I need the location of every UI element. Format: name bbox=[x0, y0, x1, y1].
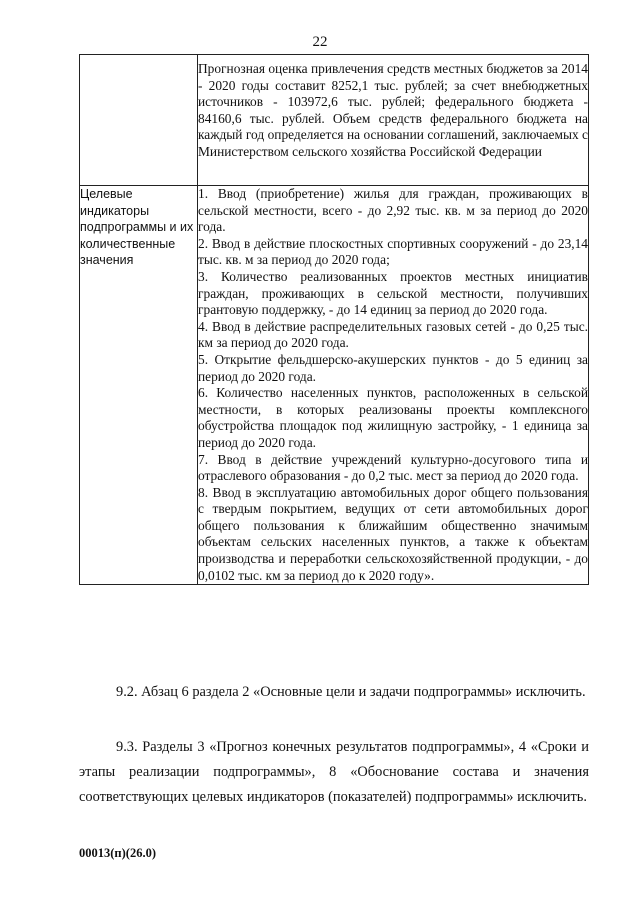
indicator-item: 4. Ввод в действие распределительных газовых сетей - до 0,25 тыс. км за период до 2020 года. bbox=[198, 318, 588, 351]
table-row bbox=[80, 186, 589, 585]
indicator-item: 2. Ввод в действие плоскостных спортивных сооружений - до 23,14 тыс. кв. м за период до 2020 года; bbox=[198, 235, 588, 268]
indicator-item: 5. Открытие фельдшерско-акушерских пунктов - до 5 единиц за период до 2020 года. bbox=[198, 351, 588, 384]
indicator-item: 3. Количество реализованных проектов местных инициатив граждан, проживающих в сельской местности, получивших грантовую поддержку, - до 14 единиц за период до 2020 года. bbox=[198, 268, 588, 318]
indicator-item: 6. Количество населенных пунктов, расположенных в сельской местности, в которых реализованы проекты комплексного обустройства площадок под жилищную застройку, - 1 единица за период до 2020 года. bbox=[198, 385, 588, 450]
table-cell-indicators bbox=[198, 186, 589, 585]
paragraph-9-2: 9.2. Абзац 6 раздела 2 «Основные цели и задачи подпрограммы» исключить. bbox=[116, 684, 586, 700]
table-cell-funding bbox=[198, 55, 589, 186]
table-row bbox=[80, 55, 589, 186]
document-code: 00013(п)(26.0) bbox=[79, 846, 156, 860]
paragraph-9-3: 9.3. Разделы 3 «Прогноз конечных результатов подпрограммы», 4 «Сроки и этапы реализации подпрограммы», 8 «Обоснование состава и значения соответствующих целевых индикаторов (показателей) подпрограммы» исключить. bbox=[79, 739, 589, 805]
page-number: 22 bbox=[312, 34, 328, 50]
funding-text: Прогнозная оценка привлечения средств местных бюджетов за 2014 - 2020 годы составит 8252,1 тыс. рублей; за счет внебюджетных источников - 103972,6 тыс. рублей; федерального бюджета - 84160,6 тыс. рублей. Объем средств федерального бюджета на каждый год определяется на основании соглашений, заключаемых с Министерством сельского хозяйства Российской Федерации bbox=[198, 61, 588, 159]
indicator-item: 1. Ввод (приобретение) жилья для граждан, проживающих в сельской местности, всего - до 2,92 тыс. кв. м за период до 2020 года. bbox=[198, 186, 588, 235]
indicator-item: 8. Ввод в эксплуатацию автомобильных дорог общего пользования с твердым покрытием, ведущих от сети автомобильных дорог общего пользования к ближайшим общественно значимым объектам сельских населенных пунктов, а также к объектам производства и переработки сельскохозяйственной продукции, - до 0,0102 тыс. км за период до к 2020 году». bbox=[198, 484, 588, 583]
indicator-item: 7. Ввод в действие учреждений культурно-досугового типа и отраслевого образования - до 0,2 тыс. мест за период до 2020 года. bbox=[198, 451, 588, 484]
table-cell-label: Целевые индикаторы подпрограммы и их количественные значения bbox=[80, 186, 198, 585]
passport-table bbox=[79, 54, 589, 585]
table-cell-label bbox=[80, 55, 198, 186]
